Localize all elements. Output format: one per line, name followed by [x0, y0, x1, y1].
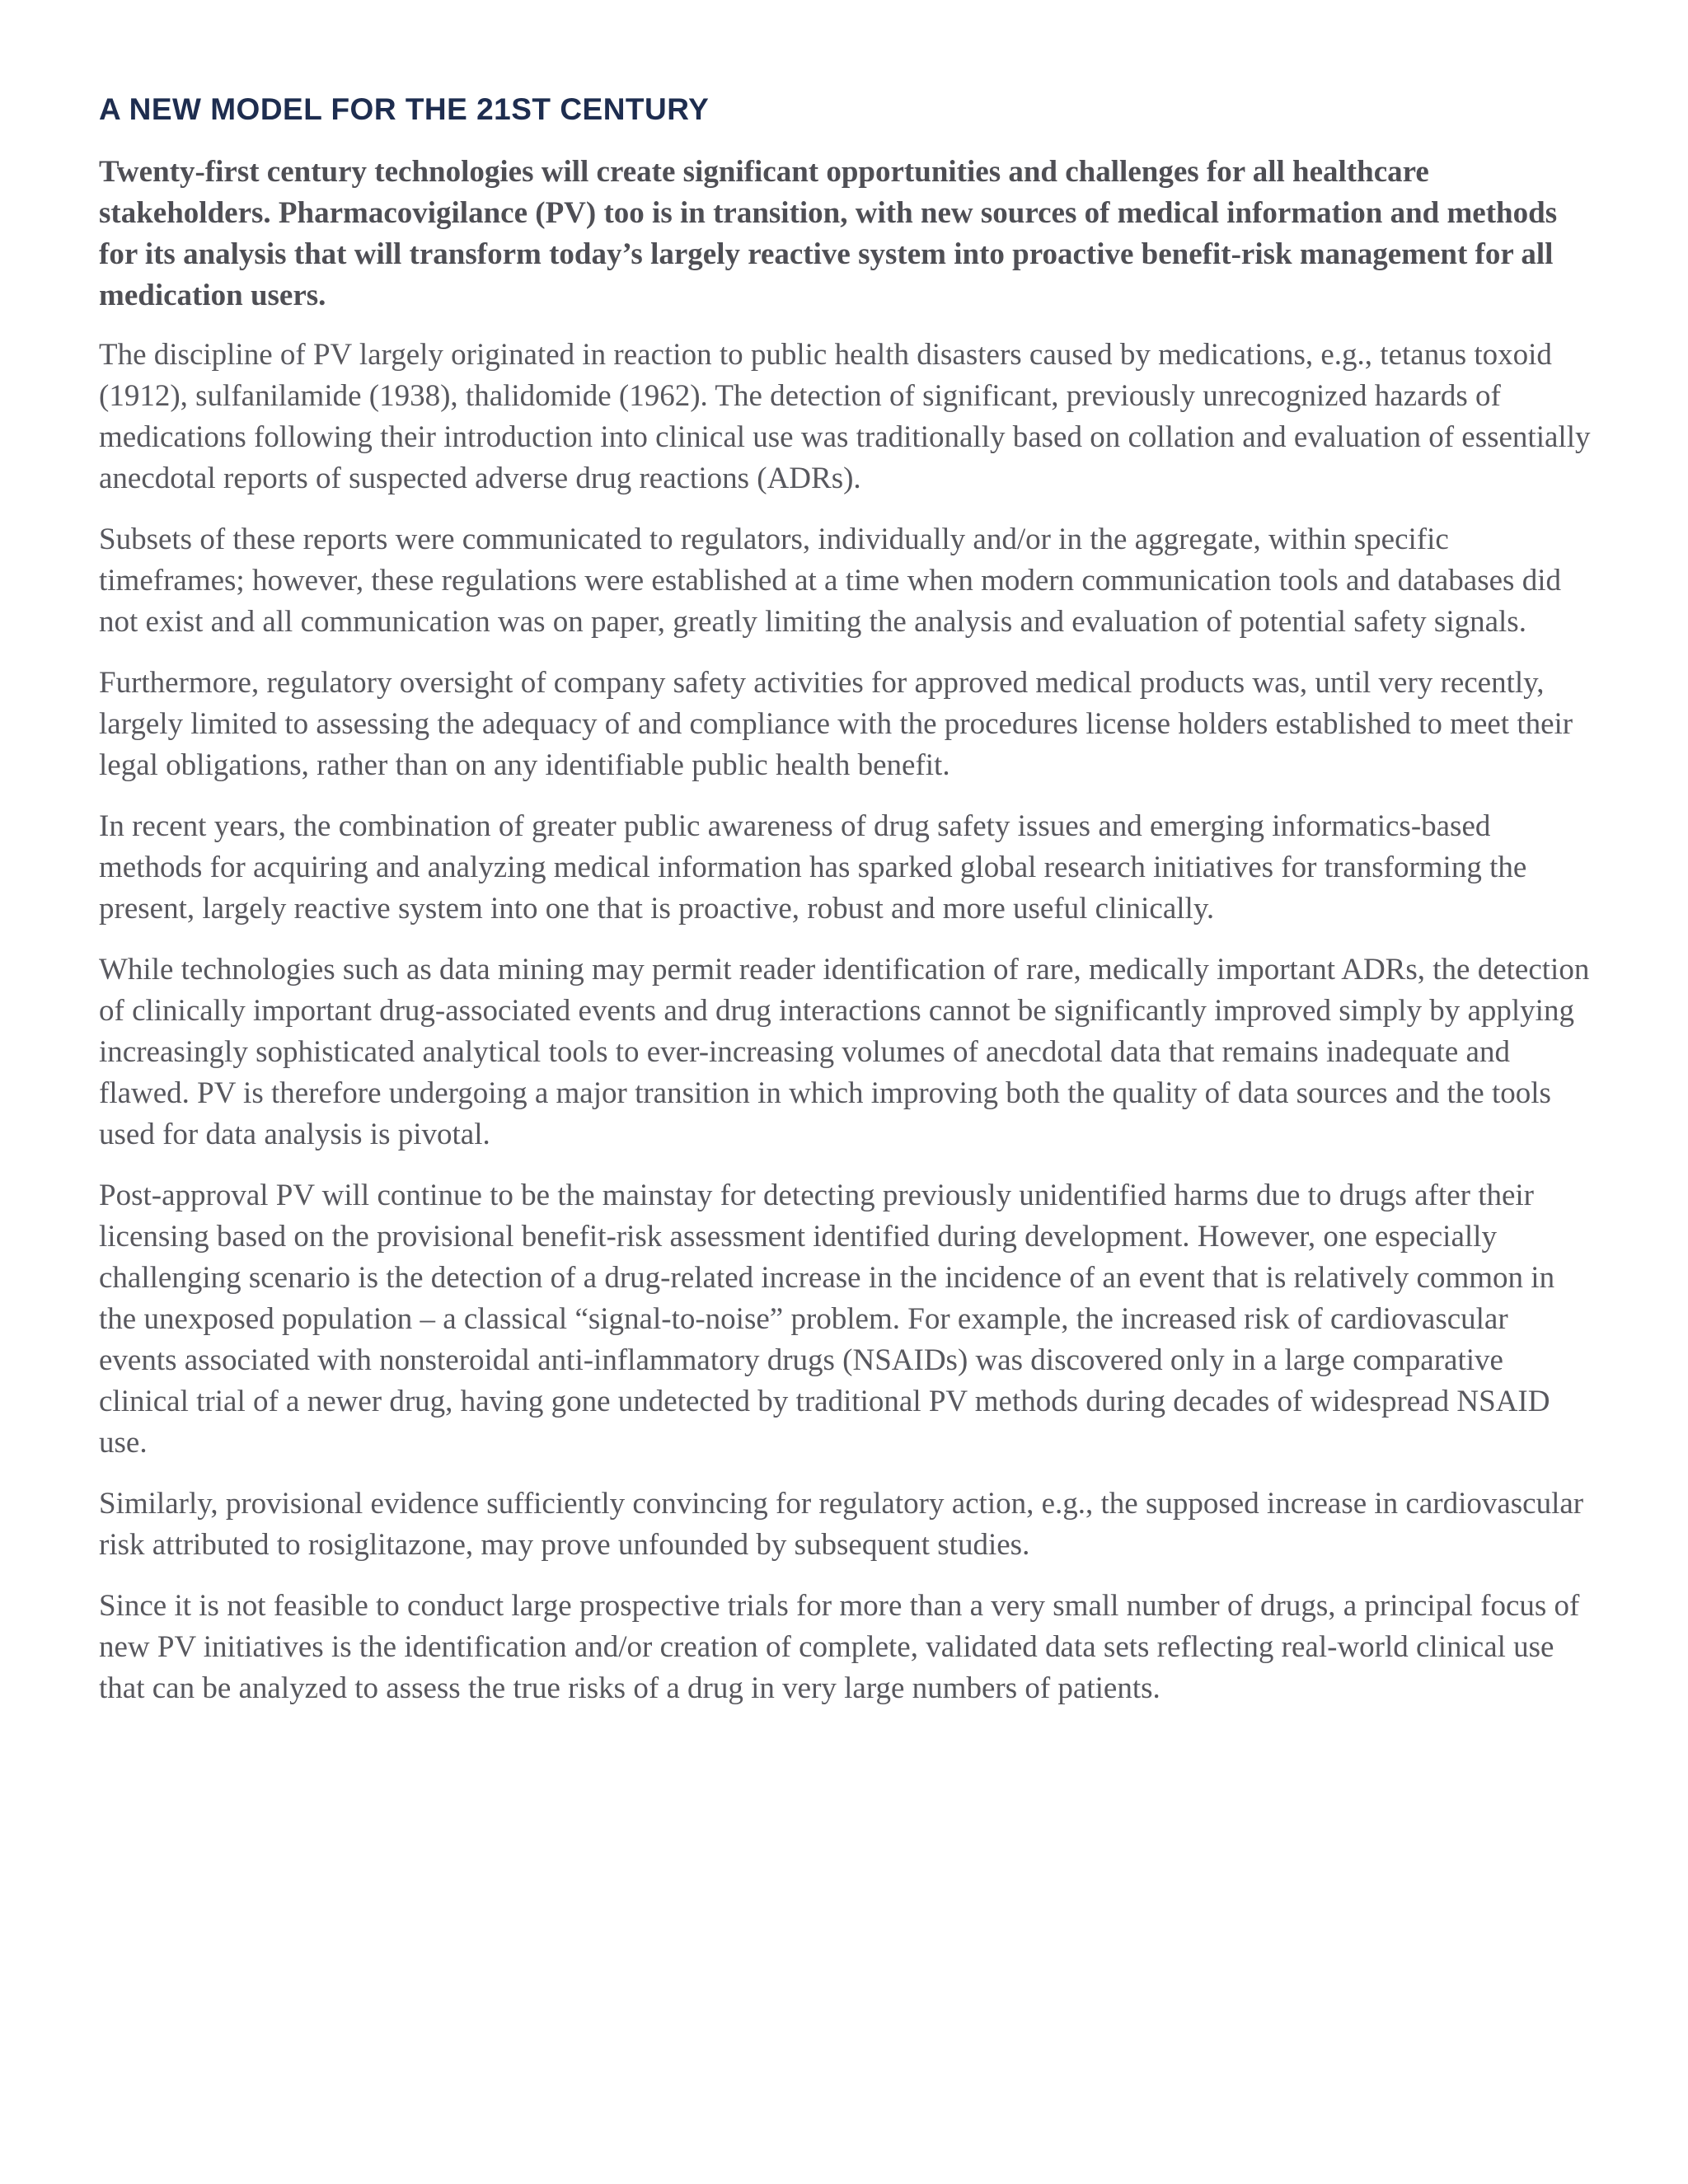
body-paragraph-7: Similarly, provisional evidence sufficiently convincing for regulatory action, e.g., the supposed increase in cardiovascular risk attributed to rosiglitazone, may prove unfounded by subsequent studies.	[99, 1487, 1584, 1562]
body-paragraph-6: Post-approval PV will continue to be the mainstay for detecting previously unidentified harms due to drugs after their licensing based on the provisional benefit-risk assessment identified during development. However, one especially challenging scenario is the detection of a drug-related increase in the incidence of an event that is relatively common in the unexposed population – a classical “signal-to-noise” problem. For example, the increased risk of cardiovascular events associated with nonsteroidal anti-inflammatory drugs (NSAIDs) was discovered only in a large comparative clinical trial of a newer drug, having gone undetected by traditional PV methods during decades of widespread NSAID use.	[99, 1179, 1555, 1460]
document-page	[99, 89, 1591, 1729]
body-paragraph-2: Subsets of these reports were communicated to regulators, individually and/or in the aggregate, within specific timeframes; however, these regulations were established at a time when modern communication tools and databases did not exist and all communication was on paper, greatly limiting the analysis and evaluation of potential safety signals.	[99, 523, 1561, 639]
intro-paragraph: Twenty-first century technologies will create significant opportunities and challenges for all healthcare stakeholders. Pharmacovigilance (PV) too is in transition, with new sources of medical information and methods for its analysis that will transform today’s largely reactive system into proactive benefit-risk management for all medication users.	[99, 155, 1558, 312]
body-paragraph-4: In recent years, the combination of greater public awareness of drug safety issues and emerging informatics-based methods for acquiring and analyzing medical information has sparked global research initiatives for transforming the present, largely reactive system into one that is proactive, robust and more useful clinically.	[99, 809, 1527, 926]
section-heading: A NEW MODEL FOR THE 21ST CENTURY	[99, 92, 710, 126]
body-paragraph-1: The discipline of PV largely originated in reaction to public health disasters caused by medications, e.g., tetanus toxoid (1912), sulfanilamide (1938), thalidomide (1962). The detection of significant, previously unrecognized hazards of medications following their introduction into clinical use was traditionally based on collation and evaluation of essentially anecdotal reports of suspected adverse drug reactions (ADRs).	[99, 338, 1591, 495]
body-paragraph-8: Since it is not feasible to conduct large prospective trials for more than a very small number of drugs, a principal focus of new PV initiatives is the identification and/or creation of complete, validated data sets reflecting real-world clinical use that can be analyzed to assess the true risks of a drug in very large numbers of patients.	[99, 1589, 1580, 1705]
body-paragraph-3: Furthermore, regulatory oversight of company safety activities for approved medical products was, until very recently, largely limited to assessing the adequacy of and compliance with the procedures license holders established to meet their legal obligations, rather than on any identifiable public health benefit.	[99, 666, 1573, 782]
body-paragraph-5: While technologies such as data mining may permit reader identification of rare, medically important ADRs, the detection of clinically important drug-associated events and drug interactions cannot be significantly improved simply by applying increasingly sophisticated analytical tools to ever-increasing volumes of anecdotal data that remains inadequate and flawed. PV is therefore undergoing a major transition in which improving both the quality of data sources and the tools used for data analysis is pivotal.	[99, 953, 1590, 1151]
